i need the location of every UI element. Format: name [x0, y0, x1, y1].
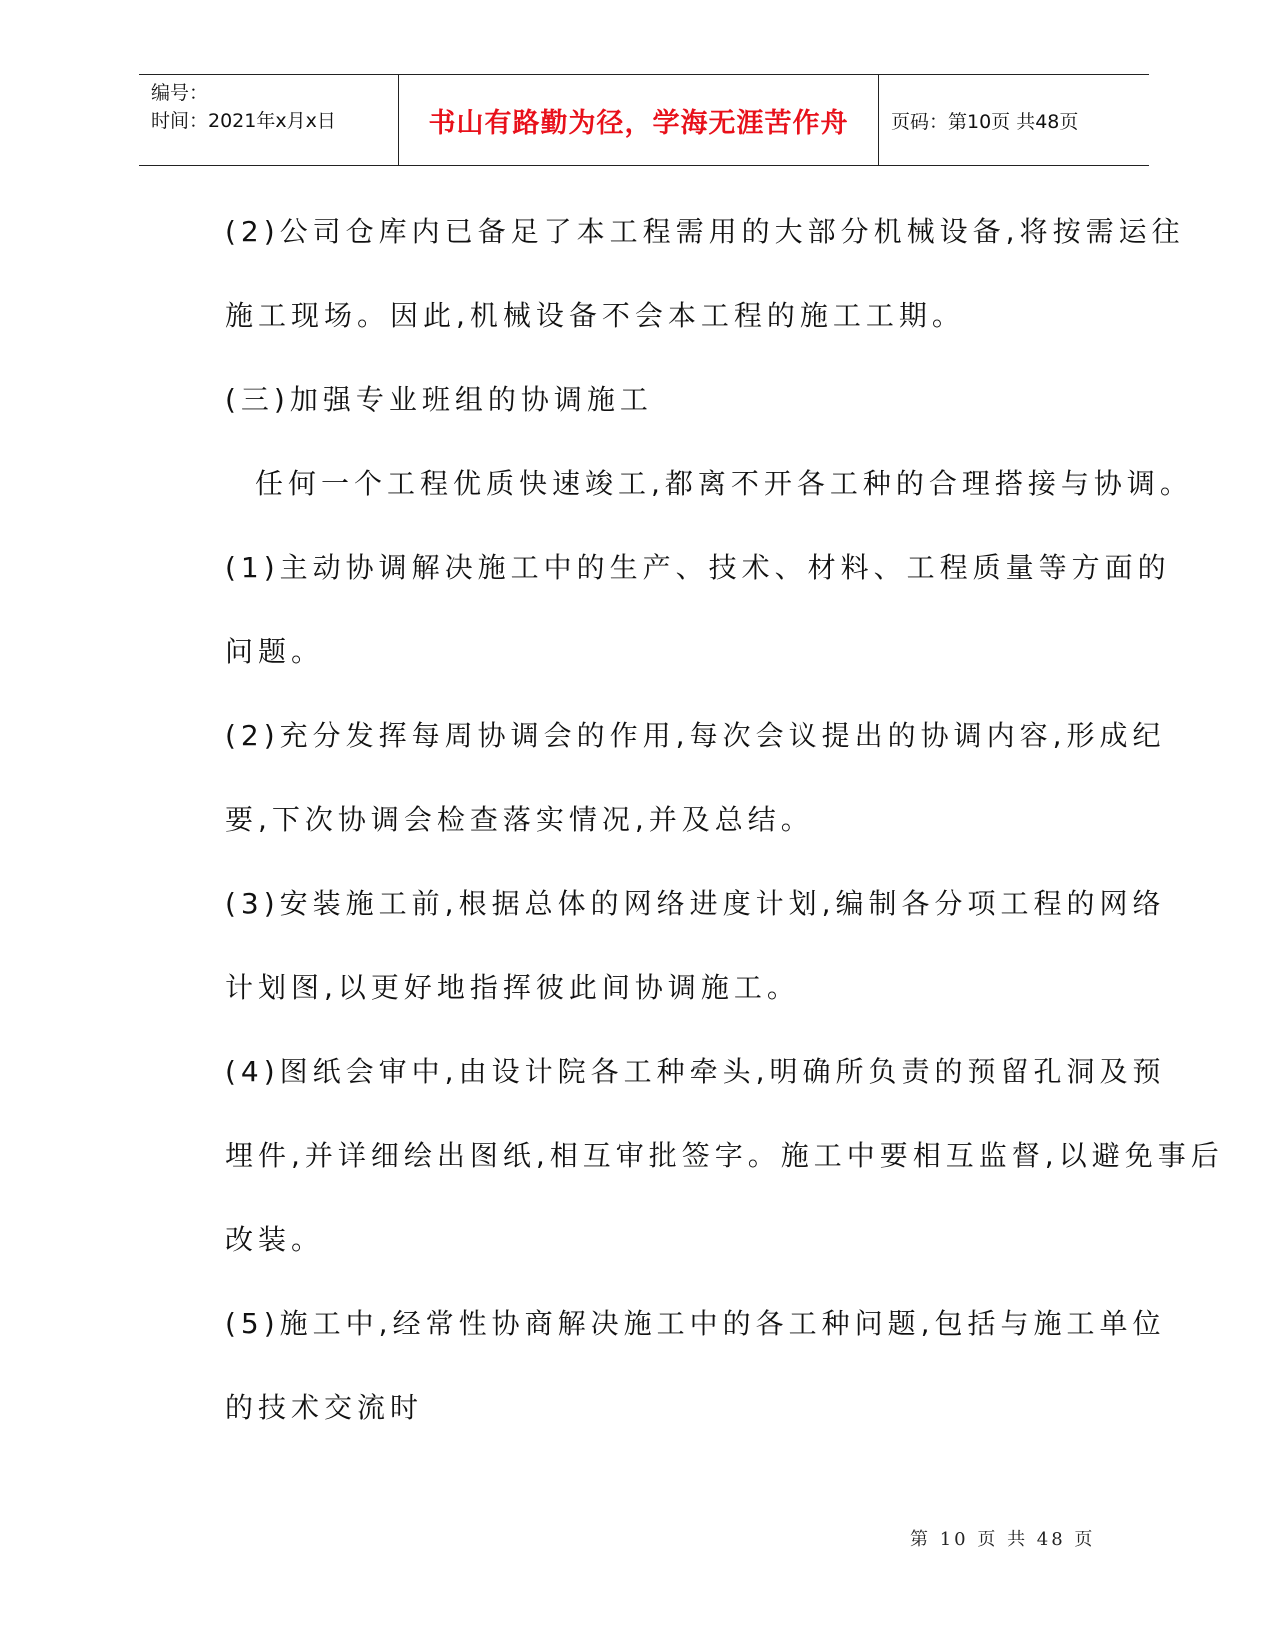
body-line: 计划图,以更好地指挥彼此间协调施工。 — [225, 971, 800, 1004]
body-line: (4)图纸会审中,由设计院各工种牵头,明确所负责的预留孔洞及预 — [225, 1055, 1166, 1088]
body-paragraph — [225, 442, 1193, 526]
page-footer: 第 10 页 共 48 页 — [910, 1529, 1096, 1550]
body-line: 埋件,并详细绘出图纸,相互审批签字。施工中要相互监督,以避免事后 — [225, 1139, 1224, 1172]
document-header — [139, 74, 1149, 166]
body-paragraph — [225, 1282, 1166, 1450]
header-meta — [139, 75, 399, 165]
body-line: (3)安装施工前,根据总体的网络进度计划,编制各分项工程的网络 — [225, 887, 1166, 920]
body-paragraph — [225, 526, 1171, 694]
section-heading — [225, 358, 1065, 442]
body-line: 问题。 — [225, 635, 325, 668]
header-motto: 书山有路勤为径，学海无涯苦作舟 — [399, 75, 879, 165]
body-line: 的技术交流时 — [225, 1391, 424, 1424]
body-paragraph — [225, 1030, 1224, 1282]
body-line: (1)主动协调解决施工中的生产、技术、材料、工程质量等方面的 — [225, 551, 1171, 584]
document-number-label: 编号： — [151, 82, 209, 104]
body-paragraph — [225, 190, 1185, 358]
body-line: 改装。 — [225, 1223, 325, 1256]
body-line: 要,下次协调会检查落实情况,并及总结。 — [225, 803, 814, 836]
document-body — [225, 190, 1224, 1450]
document-time-label: 时间：2021年x月x日 — [151, 110, 336, 132]
body-line: (2)公司仓库内已备足了本工程需用的大部分机械设备,将按需运往 — [225, 215, 1185, 248]
body-line: (2)充分发挥每周协调会的作用,每次会议提出的协调内容,形成纪 — [225, 719, 1166, 752]
body-line: (5)施工中,经常性协商解决施工中的各工种问题,包括与施工单位 — [225, 1307, 1166, 1340]
body-line: 施工现场。因此,机械设备不会本工程的施工工期。 — [225, 299, 965, 332]
body-line: 任何一个工程优质快速竣工,都离不开各工种的合理搭接与协调。 — [255, 467, 1193, 500]
body-paragraph — [225, 862, 1166, 1030]
body-line: (三)加强专业班组的协调施工 — [225, 383, 653, 416]
body-paragraph — [225, 694, 1166, 862]
header-page-info: 页码：第10页 共48页 — [891, 110, 1079, 133]
